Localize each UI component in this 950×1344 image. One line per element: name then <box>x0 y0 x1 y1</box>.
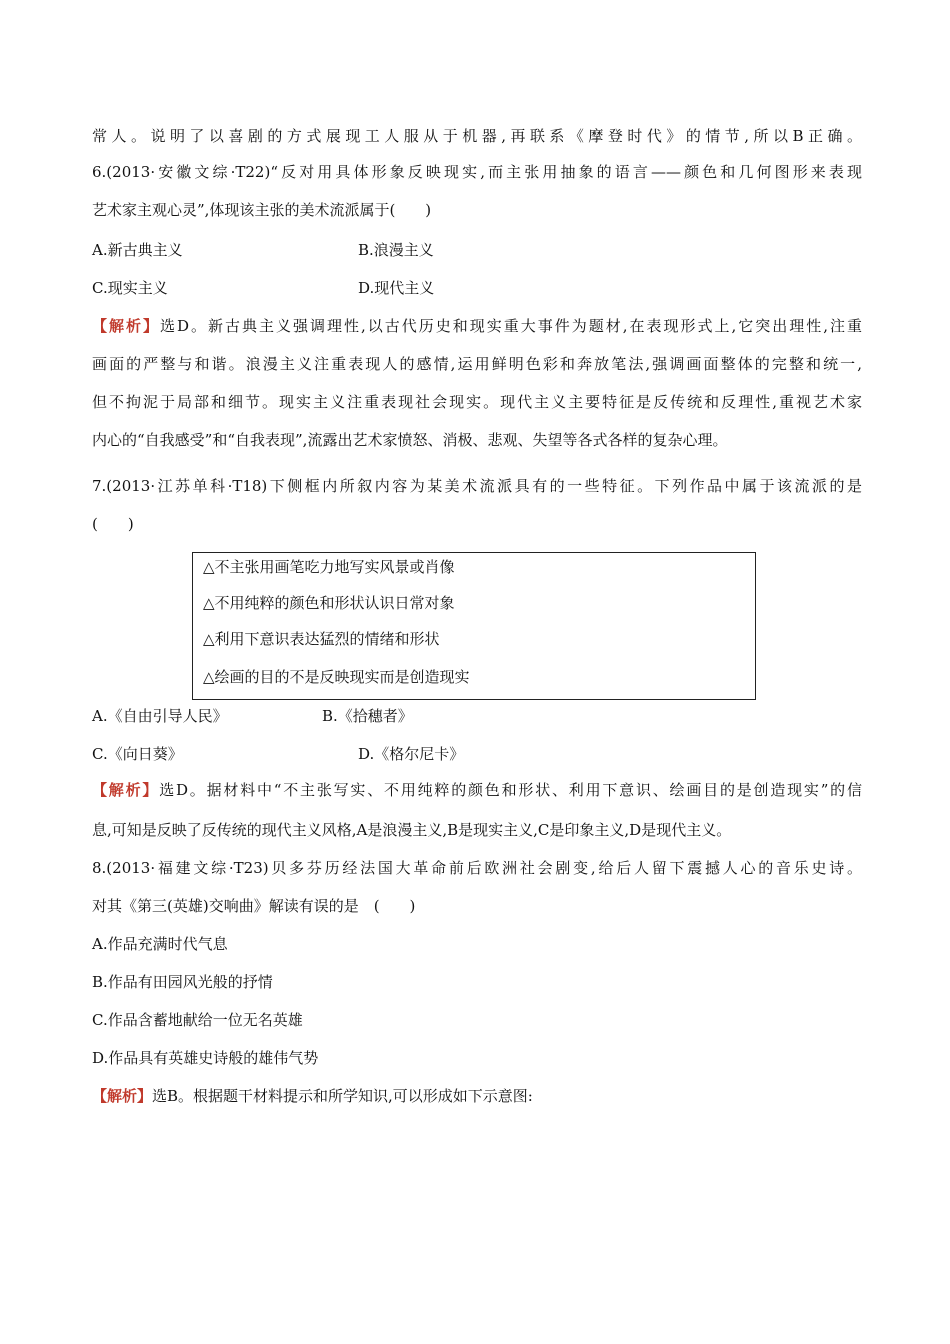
answer-6-line: 内心的“自我感受”和“自我表现”,流露出艺术家愤怒、消极、悲观、失望等各式各样的复杂心理。 <box>92 431 728 449</box>
option-b: B.浪漫主义 <box>358 241 434 259</box>
question-7-stem: 7.(2013·江苏单科·T18)下侧框内所叙内容为某美术流派具有的一些特征。下列作品中属于该流派的是 <box>92 477 862 495</box>
option-c: C.现实主义 <box>92 279 168 297</box>
option-c: C.《向日葵》 <box>92 745 183 763</box>
option-a: A.《自由引导人民》 <box>92 707 228 725</box>
box-item: △不用纯粹的颜色和形状认识日常对象 <box>203 594 455 612</box>
question-6-stem: 艺术家主观心灵”,体现该主张的美术流派属于( ) <box>92 201 432 219</box>
option-d: D.现代主义 <box>358 279 435 297</box>
question-7-stem: ( ) <box>92 515 134 533</box>
answer-7-line: 【解析】选D。据材料中“不主张写实、不用纯粹的颜色和形状、利用下意识、绘画目的是创造现实”的信 <box>92 781 862 799</box>
answer-8-line: 【解析】选B。根据题干材料提示和所学知识,可以形成如下示意图: <box>92 1087 533 1105</box>
answer-6-line: 但不拘泥于局部和细节。现实主义注重表现社会现实。现代主义主要特征是反传统和反理性,重视艺术家 <box>92 393 862 411</box>
option-b: B.作品有田园风光般的抒情 <box>92 973 273 991</box>
analysis-tag: 【解析】 <box>92 317 160 335</box>
analysis-tag: 【解析】 <box>92 781 160 799</box>
question-8-stem: 8.(2013·福建文综·T23)贝多芬历经法国大革命前后欧洲社会剧变,给后人留下震撼人心的音乐史诗。 <box>92 859 862 877</box>
feature-box <box>192 552 756 700</box>
analysis-tag: 【解析】 <box>92 1087 153 1105</box>
option-d: D.《格尔尼卡》 <box>358 745 465 763</box>
option-c: C.作品含蓄地献给一位无名英雄 <box>92 1011 303 1029</box>
option-a: A.作品充满时代气息 <box>92 935 228 953</box>
option-a: A.新古典主义 <box>92 241 183 259</box>
box-item: △绘画的目的不是反映现实而是创造现实 <box>203 668 470 686</box>
answer-6-line: 【解析】选D。新古典主义强调理性,以古代历史和现实重大事件为题材,在表现形式上,它突出理性,注重 <box>92 317 862 335</box>
answer-6-line: 画面的严整与和谐。浪漫主义注重表现人的感情,运用鲜明色彩和奔放笔法,强调画面整体的完整和统一, <box>92 355 862 373</box>
box-item: △利用下意识表达猛烈的情绪和形状 <box>203 630 440 648</box>
text-line: 常人。说明了以喜剧的方式展现工人服从于机器,再联系《摩登时代》的情节,所以B正确。 <box>92 127 862 145</box>
answer-7-line: 息,可知是反映了反传统的现代主义风格,A是浪漫主义,B是现实主义,C是印象主义,D是现代主义。 <box>92 821 732 839</box>
question-6-stem: 6.(2013·安徽文综·T22)“反对用具体形象反映现实,而主张用抽象的语言——颜色和几何图形来表现 <box>92 163 862 181</box>
box-item: △不主张用画笔吃力地写实风景或肖像 <box>203 558 455 576</box>
option-b: B.《拾穗者》 <box>322 707 413 725</box>
question-8-stem: 对其《第三(英雄)交响曲》解读有误的是 ( ) <box>92 897 416 915</box>
option-d: D.作品具有英雄史诗般的雄伟气势 <box>92 1049 319 1067</box>
